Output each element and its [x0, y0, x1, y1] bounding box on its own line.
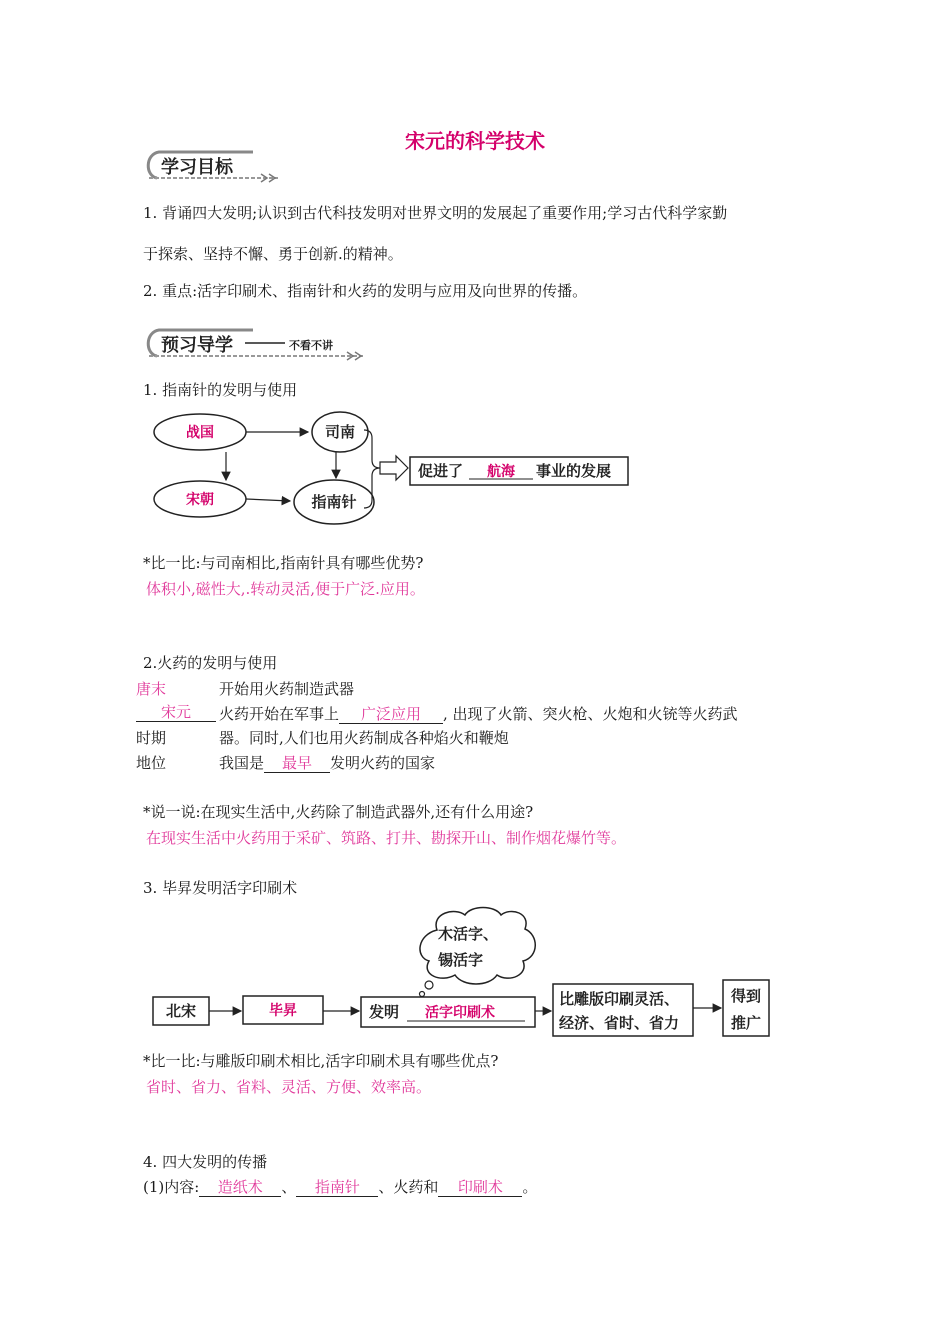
row3-answer: 最早: [264, 754, 330, 773]
q3-compare-question: *比一比:与雕版印刷术相比,活字印刷术具有哪些优点?: [143, 1052, 499, 1070]
row1-text: 开始用火药制造武器: [219, 680, 355, 698]
row2-label-wrap: [136, 703, 216, 722]
cloud-shape: [420, 908, 535, 985]
label-answer: 活字印刷术: [425, 1005, 495, 1021]
result-arrow-icon: [380, 456, 408, 480]
label-faming: 发明: [369, 1003, 400, 1021]
q4-heading: 4. 四大发明的传播: [143, 1153, 268, 1171]
q4-sep-1: 、: [281, 1178, 297, 1196]
label-beisong: 北宋: [165, 1002, 197, 1020]
label-songchao: 宋朝: [186, 492, 214, 508]
q4-mid: 、火药和: [378, 1178, 439, 1196]
banner-title: 预习导学: [161, 335, 233, 356]
label-sinan: 司南: [324, 423, 356, 441]
q1-heading: 1. 指南针的发明与使用: [143, 381, 298, 399]
q2-say-question: *说一说:在现实生活中,火药除了制造武器外,还有什么用途?: [143, 803, 534, 821]
result-suffix: 事业的发展: [536, 462, 612, 480]
result-prefix: 促进了: [418, 462, 464, 480]
q1-compare-answer: 体积小,磁性大,.转动灵活,便于广泛.应用。: [146, 580, 425, 598]
row2-answer: 广泛应用: [339, 705, 443, 724]
row2-label: 宋元: [136, 703, 216, 722]
page-title: 宋元的科学技术: [405, 129, 545, 153]
label-compare-1: 比雕版印刷灵活、: [559, 990, 680, 1008]
q4-answer-1: 造纸术: [199, 1178, 281, 1197]
q4-end: 。: [522, 1178, 538, 1196]
q1-compare-question: *比一比:与司南相比,指南针具有哪些优势?: [143, 554, 424, 572]
label-result-2: 推广: [730, 1014, 762, 1032]
q3-compare-answer: 省时、省力、省料、灵活、方便、效率高。: [146, 1078, 432, 1096]
q2-heading: 2.火药的发明与使用: [143, 654, 278, 672]
row1-label: 唐末: [136, 680, 167, 698]
label-compare-2: 经济、省时、省力: [559, 1014, 680, 1032]
row3-text-b: 发明火药的国家: [330, 754, 436, 772]
label-zhanguo: 战国: [186, 425, 214, 441]
row2-text-b: , 出现了火箭、突火枪、火炮和火铳等火药武: [443, 705, 738, 723]
section-banner-preview: [143, 326, 373, 362]
q2-say-answer: 在现实生活中火药用于采矿、筑路、打井、勘探开山、制作烟花爆竹等。: [146, 829, 627, 847]
row2-label-2: 时期: [136, 729, 167, 747]
objective-item-1-line-2: 于探索、坚持不懈、勇于创新.的精神。: [143, 245, 403, 263]
objective-item-1-line-1: 1. 背诵四大发明;认识到古代科技发明对世界文明的发展起了重要作用;学习古代科学家勤: [143, 204, 728, 222]
q4-answer-2: 指南针: [296, 1178, 378, 1197]
row2-text-c: 器。同时,人们也用火药制成各种焰火和鞭炮: [219, 729, 509, 747]
row3-label: 地位: [136, 754, 167, 772]
q4-content-line: [143, 1176, 537, 1197]
label-zhinanzhen: 指南针: [311, 493, 357, 511]
label-bisheng: 毕昇: [269, 1003, 297, 1019]
result-answer: 航海: [487, 464, 515, 480]
q3-heading: 3. 毕昇发明活字印刷术: [143, 879, 298, 897]
printing-diagram: [145, 905, 780, 1040]
row3-line: [219, 752, 435, 773]
q4-prefix: (1)内容:: [143, 1178, 200, 1196]
row2-text-a: 火药开始在军事上: [219, 705, 340, 723]
banner-title: 学习目标: [161, 157, 233, 178]
compass-diagram: [140, 400, 640, 525]
section-banner-objectives: [143, 148, 283, 184]
objective-item-2: 2. 重点:活字印刷术、指南针和火药的发明与应用及向世界的传播。: [143, 282, 588, 300]
label-result-1: 得到: [730, 987, 762, 1005]
row3-text-a: 我国是: [219, 754, 265, 772]
q4-answer-3: 印刷术: [438, 1178, 522, 1197]
cloud-line-1: 木活字、: [438, 925, 499, 943]
row2-line: [219, 703, 738, 724]
cloud-line-2: 锡活字: [438, 951, 484, 969]
banner-subtitle: 不看不讲: [289, 339, 333, 352]
